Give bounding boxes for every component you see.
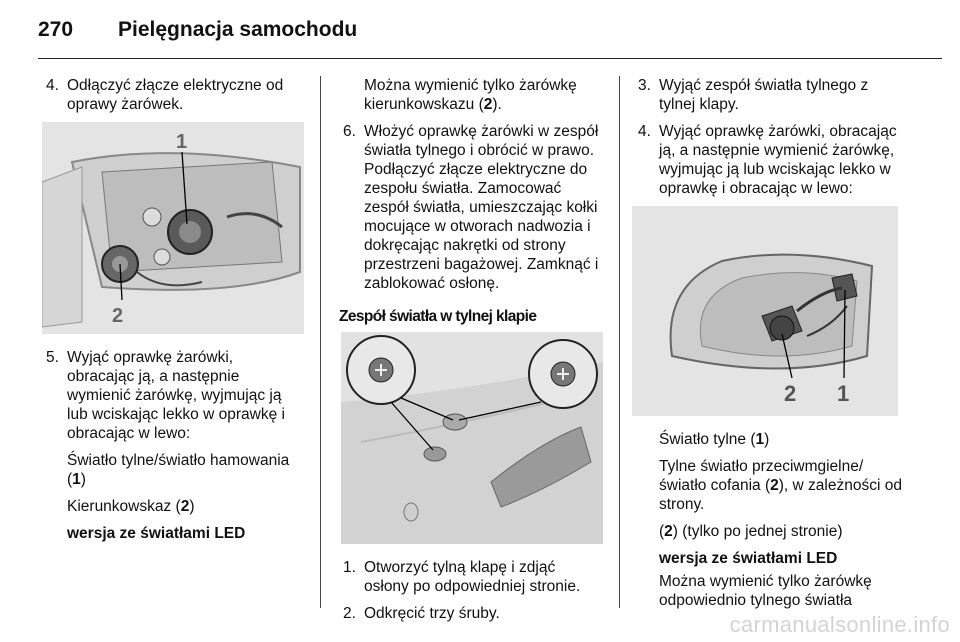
tail-light-illustration (42, 122, 304, 334)
step-text: Wyjąć zespół światła tylnego z tylnej klapy. (659, 77, 869, 113)
column-divider-right (619, 76, 620, 608)
text: ), w zależności od strony. (659, 477, 902, 513)
step-number: 1. (343, 559, 356, 576)
step-text: Wyjąć oprawkę żarówki, obracając ją, a następnie wymienić żarówkę, wyjmując ją lub wciskając lekko w oprawkę i obracając w lewo: (67, 349, 285, 442)
tail-light-bulb-figure (42, 122, 304, 334)
bulb-1-description (634, 430, 902, 449)
bulb-2-description (42, 497, 304, 516)
step-text: Wyjąć oprawkę żarówki, obracając ją, a następnie wymienić żarówkę, wyjmując ją lub wciskając lekko w oprawkę i obracając w lewo: (659, 123, 897, 197)
bulb-2-description (634, 457, 902, 514)
ref-number: 1 (72, 471, 81, 488)
text: ) (tylko po jednej stronie) (672, 523, 843, 540)
text: Tylne światło przeciwmgielne/ światło cofania ( (659, 458, 864, 494)
bulb-1-description (42, 451, 304, 489)
step-2-item (339, 604, 603, 623)
step-text: Odkręcić trzy śruby. (364, 605, 500, 622)
header-rule (38, 58, 942, 59)
step-number: 6. (343, 123, 356, 140)
tailgate-illustration (341, 332, 603, 544)
page-header (38, 18, 357, 42)
section-heading: Zespół światła w tylnej klapie (339, 308, 537, 325)
led-version-label: wersja ze światłami LED (659, 550, 838, 567)
text: ). (492, 96, 502, 113)
text: ) (80, 471, 86, 488)
callout-2: 2 (112, 305, 124, 327)
step-1-item (339, 558, 603, 596)
step-text: Odłączyć złącze elektryczne od oprawy żarówek. (67, 77, 284, 113)
callout-1: 1 (837, 381, 850, 406)
column-1 (42, 76, 304, 551)
ref-number: 1 (755, 431, 765, 448)
step-text: Włożyć oprawkę żarówki w zespół światła tylnego i obrócić w prawo. Podłączyć złącze elektryczne do zespołu światła. Zamocować zespół światła, umieszczając kołki mocujące w otworach nadwozia i dokręcając nakrętki od strony przestrzeni bagażowej. Zamknąć i zablokować osłonę. (364, 123, 599, 292)
ref-number: 2 (770, 477, 779, 494)
step-6-item (339, 122, 603, 293)
page-title: Pielęgnacja samochodu (118, 18, 358, 41)
callout-1: 1 (176, 131, 188, 153)
step-number: 3. (638, 77, 651, 94)
text: Światło tylne/światło hamowania ( (67, 452, 290, 488)
step-5-item (42, 348, 304, 443)
callout-2: 2 (784, 381, 797, 406)
continuation-text (339, 76, 603, 114)
text: Światło tylne ( (659, 431, 756, 448)
text: ) (764, 431, 770, 448)
page-number: 270 (38, 18, 74, 41)
step-number: 2. (343, 605, 356, 622)
led-version-label: wersja ze światłami LED (67, 525, 246, 542)
column-divider-left (320, 76, 321, 608)
text: ) (189, 498, 195, 515)
text: ( (659, 523, 665, 540)
column-3 (634, 76, 902, 618)
step-4-item (42, 76, 304, 114)
tailgate-screws-figure (341, 332, 603, 544)
bulb-2-note (634, 522, 902, 541)
ref-number: 2 (664, 523, 673, 540)
led-version-text: Można wymienić tylko żarówkę odpowiednio tylnego światła (659, 573, 872, 609)
step-number: 5. (46, 349, 59, 366)
text: Kierunkowskaz ( (67, 498, 181, 515)
ref-number: 2 (483, 96, 493, 113)
tailgate-light-illustration (632, 206, 898, 416)
watermark: carmanualsonline.info (729, 612, 950, 637)
step-number: 4. (638, 123, 651, 140)
step-number: 4. (46, 77, 59, 94)
step-3-item (634, 76, 902, 114)
tailgate-light-bulb-figure (632, 206, 898, 416)
step-4-item (634, 122, 902, 198)
column-2 (339, 76, 603, 631)
ref-number: 2 (180, 498, 190, 515)
text: Można wymienić tylko żarówkę kierunkowskazu ( (364, 77, 577, 113)
step-text: Otworzyć tylną klapę i zdjąć osłony po odpowiedniej stronie. (364, 559, 581, 595)
